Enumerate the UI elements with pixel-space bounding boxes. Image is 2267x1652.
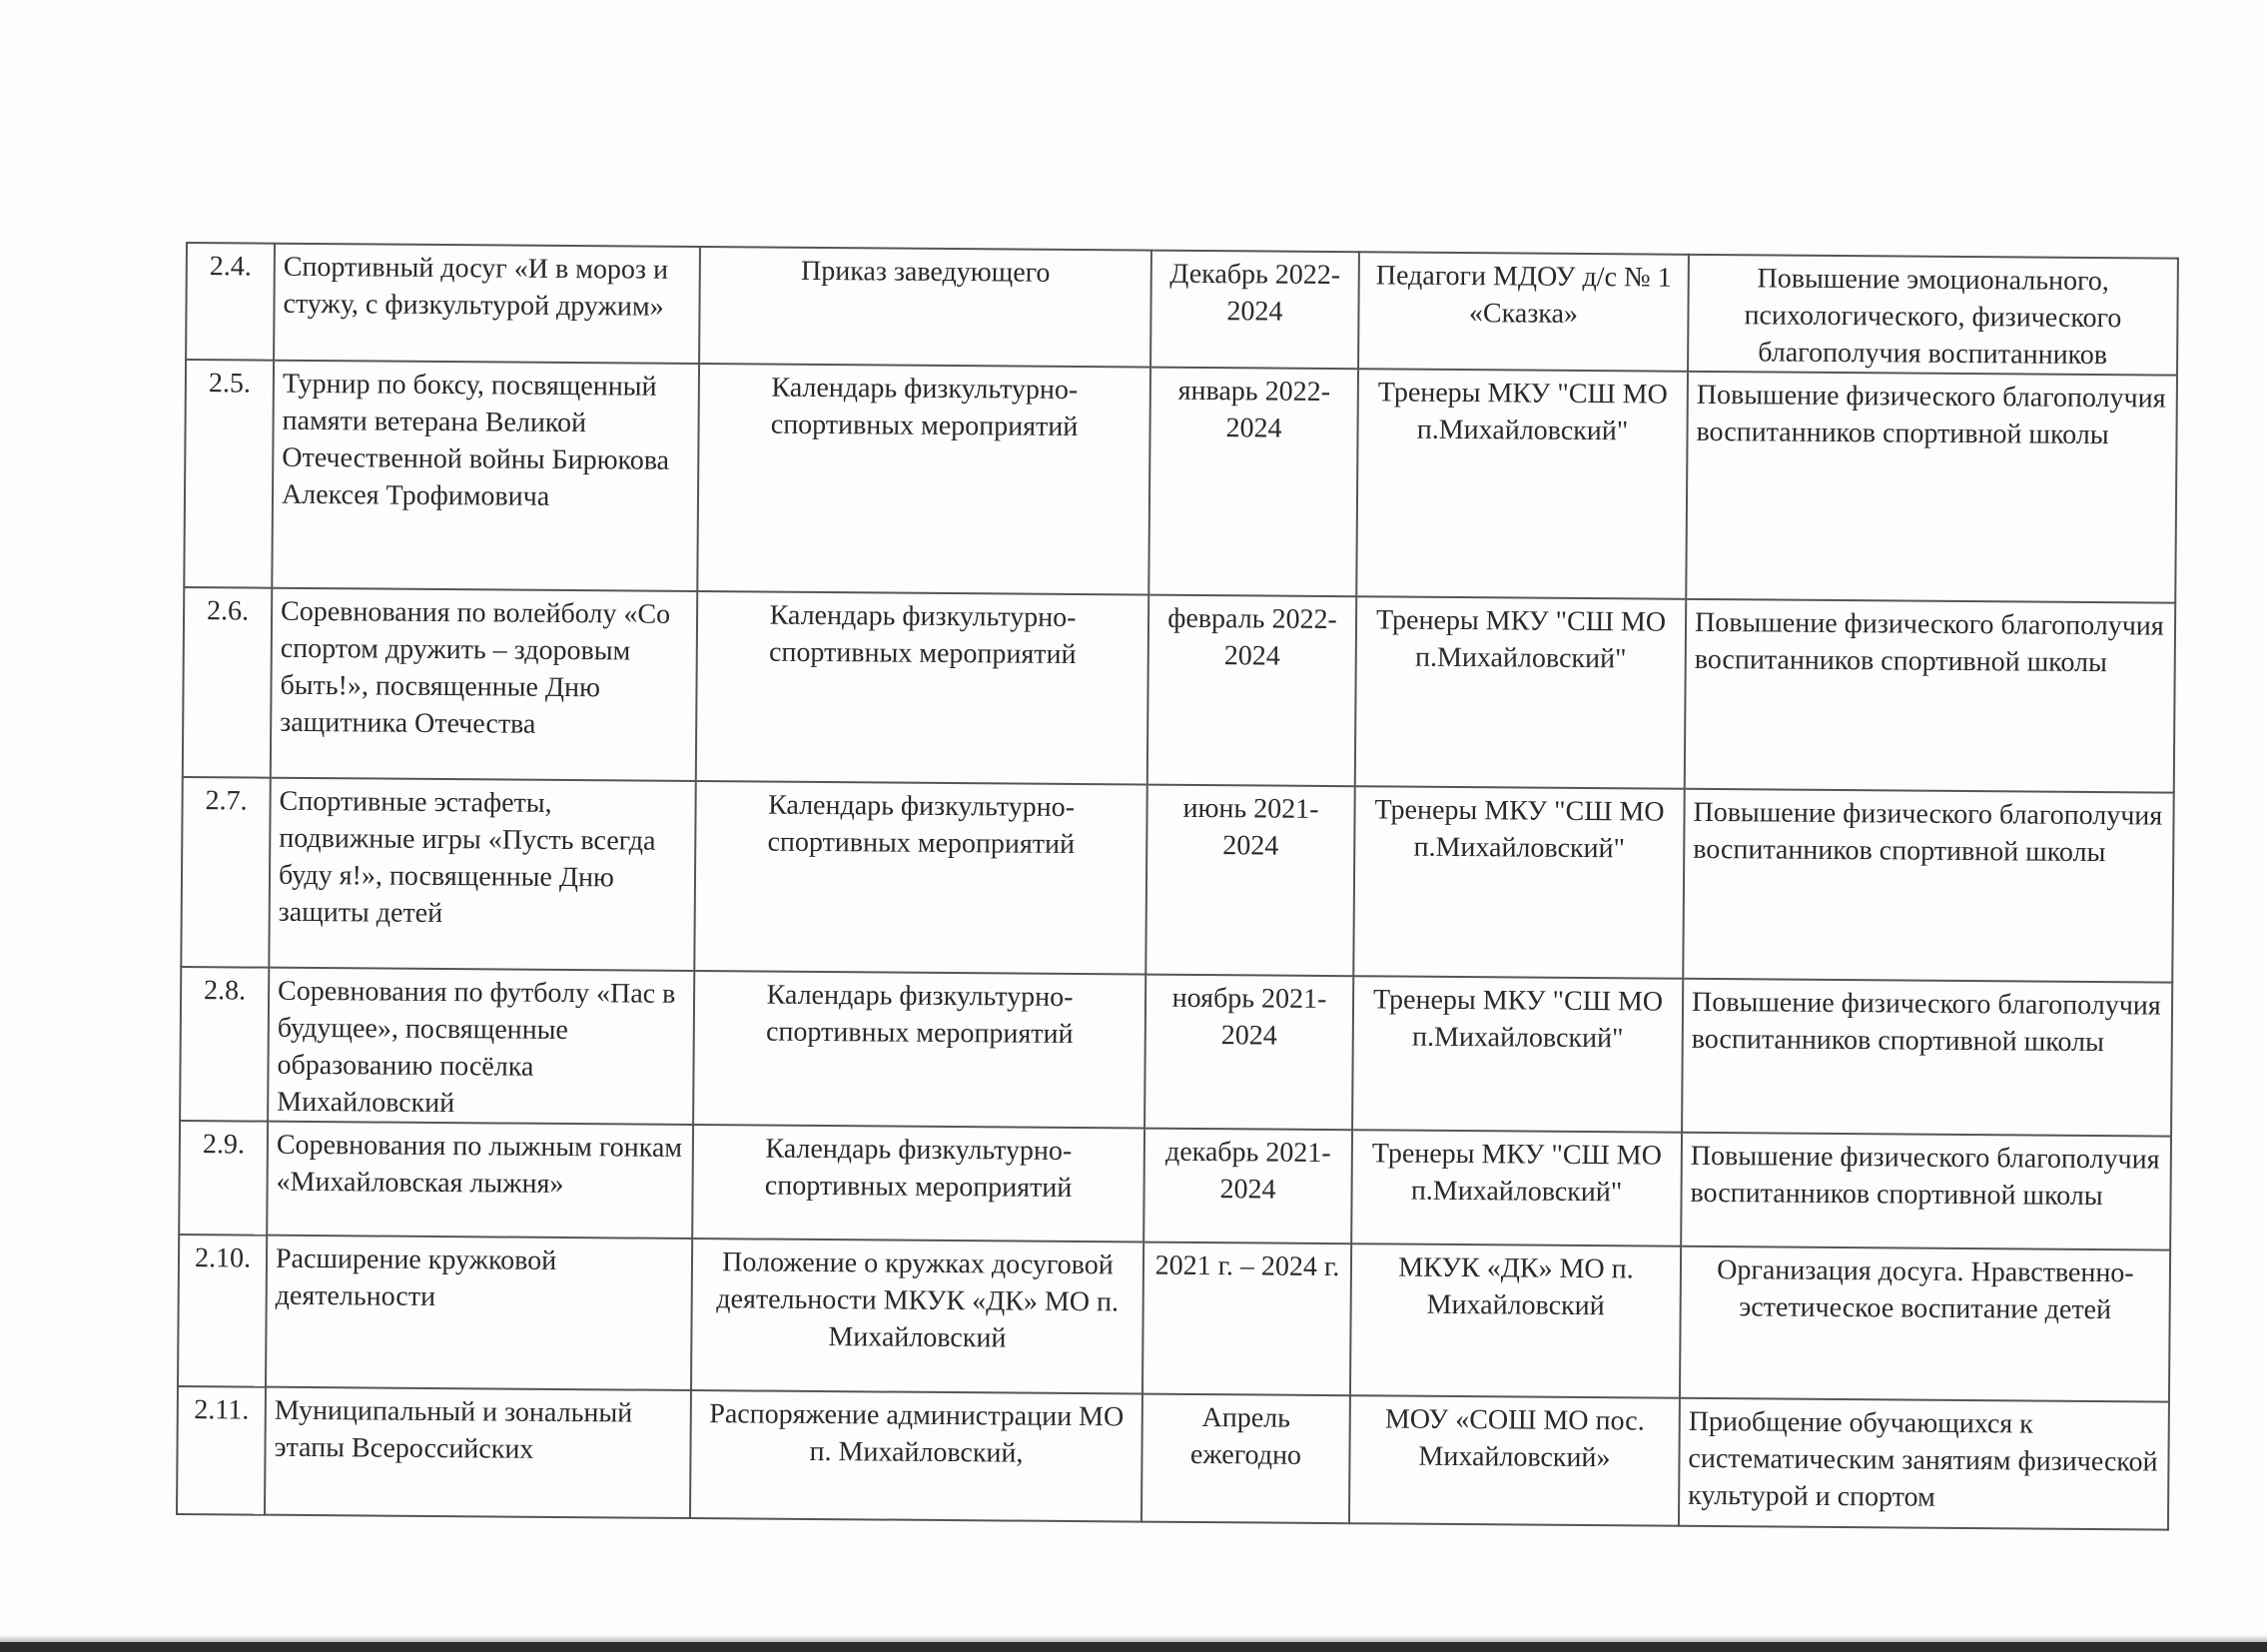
- row-number: 2.11.: [177, 1386, 266, 1515]
- event-name: Муниципальный и зональный этапы Всероссийских: [265, 1387, 691, 1518]
- responsible: МКУК «ДК» МО п. Михайловский: [1350, 1243, 1681, 1398]
- table-row: [179, 1121, 2171, 1250]
- scanner-edge: [0, 1642, 2267, 1652]
- period: февраль 2022-2024: [1147, 595, 1356, 787]
- expected-result: Повышение физического благополучия воспитанников спортивной школы: [1685, 599, 2175, 793]
- responsible: Тренеры МКУ "СШ МО п.Михайловский": [1356, 369, 1688, 599]
- expected-result: Повышение физического благополучия воспитанников спортивной школы: [1682, 979, 2172, 1137]
- event-name: Соревнования по лыжным гонкам «Михайловская лыжня»: [267, 1122, 693, 1239]
- period: 2021 г. – 2024 г.: [1142, 1242, 1351, 1396]
- event-name: Спортивный досуг «И в мороз и стужу, с физкультурой дружим»: [274, 244, 700, 364]
- period: декабрь 2021-2024: [1143, 1129, 1352, 1244]
- expected-result: Повышение физического благополучия воспитанников спортивной школы: [1681, 1133, 2171, 1250]
- responsible: Тренеры МКУ "СШ МО п.Михайловский": [1351, 1130, 1682, 1246]
- event-name: Турнир по боксу, посвященный памяти ветерана Великой Отечественной войны Бирюкова Алексея Трофимовича: [272, 361, 699, 591]
- period: июнь 2021-2024: [1145, 785, 1354, 977]
- basis: Календарь физкультурно-спортивных мероприятий: [692, 1125, 1144, 1242]
- basis: Календарь физкультурно-спортивных мероприятий: [697, 364, 1150, 595]
- basis: Календарь физкультурно-спортивных мероприятий: [693, 971, 1145, 1129]
- table-row: [178, 1235, 2170, 1402]
- event-name: Расширение кружковой деятельности: [266, 1236, 692, 1390]
- responsible: МОУ «СОШ МО пос. Михайловский»: [1349, 1395, 1680, 1526]
- event-name: Соревнования по футболу «Пас в будущее», посвященные образованию посёлка Михайловский: [268, 968, 694, 1125]
- table-row: [180, 967, 2172, 1137]
- expected-result: Повышение эмоционального, психологического, физического благополучия воспитанников: [1688, 255, 2178, 376]
- table-row: [183, 587, 2175, 793]
- period: январь 2022-2024: [1148, 368, 1358, 597]
- period: Декабрь 2022-2024: [1150, 251, 1359, 370]
- row-number: 2.7.: [181, 777, 270, 968]
- row-number: 2.10.: [178, 1235, 267, 1387]
- row-number: 2.5.: [184, 360, 274, 588]
- expected-result: Приобщение обучающихся к систематическим занятиям физической культурой и спортом: [1679, 1398, 2169, 1530]
- basis: Календарь физкультурно-спортивных мероприятий: [696, 591, 1148, 785]
- basis: Приказ заведующего: [699, 247, 1151, 368]
- table-row: [181, 777, 2173, 983]
- period: Апрель ежегодно: [1141, 1394, 1350, 1524]
- responsible: Тренеры МКУ "СШ МО п.Михайловский": [1353, 786, 1684, 979]
- table-row: [184, 360, 2177, 603]
- table-row: [186, 243, 2178, 376]
- row-number: 2.9.: [179, 1121, 268, 1236]
- event-name: Соревнования по волейболу «Со спортом дружить – здоровым быть!», посвященные Дню защитника Отечества: [271, 588, 697, 781]
- expected-result: Повышение физического благополучия воспитанников спортивной школы: [1686, 372, 2177, 603]
- row-number: 2.4.: [186, 243, 275, 361]
- row-number: 2.8.: [180, 967, 269, 1122]
- event-name: Спортивные эстафеты, подвижные игры «Пусть всегда буду я!», посвященные Дню защиты детей: [269, 778, 695, 971]
- basis: Календарь физкультурно-спортивных мероприятий: [694, 781, 1146, 975]
- basis: Положение о кружках досуговой деятельности МКУК «ДК» МО п. Михайловский: [691, 1239, 1143, 1394]
- period: ноябрь 2021-2024: [1144, 975, 1353, 1131]
- responsible: Тренеры МКУ "СШ МО п.Михайловский": [1355, 596, 1686, 789]
- responsible: Педагоги МДОУ д/с № 1 «Сказка»: [1358, 252, 1689, 372]
- basis: Распоряжение администрации МО п. Михайловский,: [690, 1390, 1142, 1522]
- responsible: Тренеры МКУ "СШ МО п.Михайловский": [1352, 976, 1683, 1133]
- expected-result: Повышение физического благополучия воспитанников спортивной школы: [1683, 789, 2173, 983]
- events-table: [176, 242, 2179, 1531]
- row-number: 2.6.: [183, 587, 272, 778]
- expected-result: Организация досуга. Нравственно-эстетическое воспитание детей: [1680, 1246, 2170, 1402]
- table-row: [177, 1386, 2169, 1530]
